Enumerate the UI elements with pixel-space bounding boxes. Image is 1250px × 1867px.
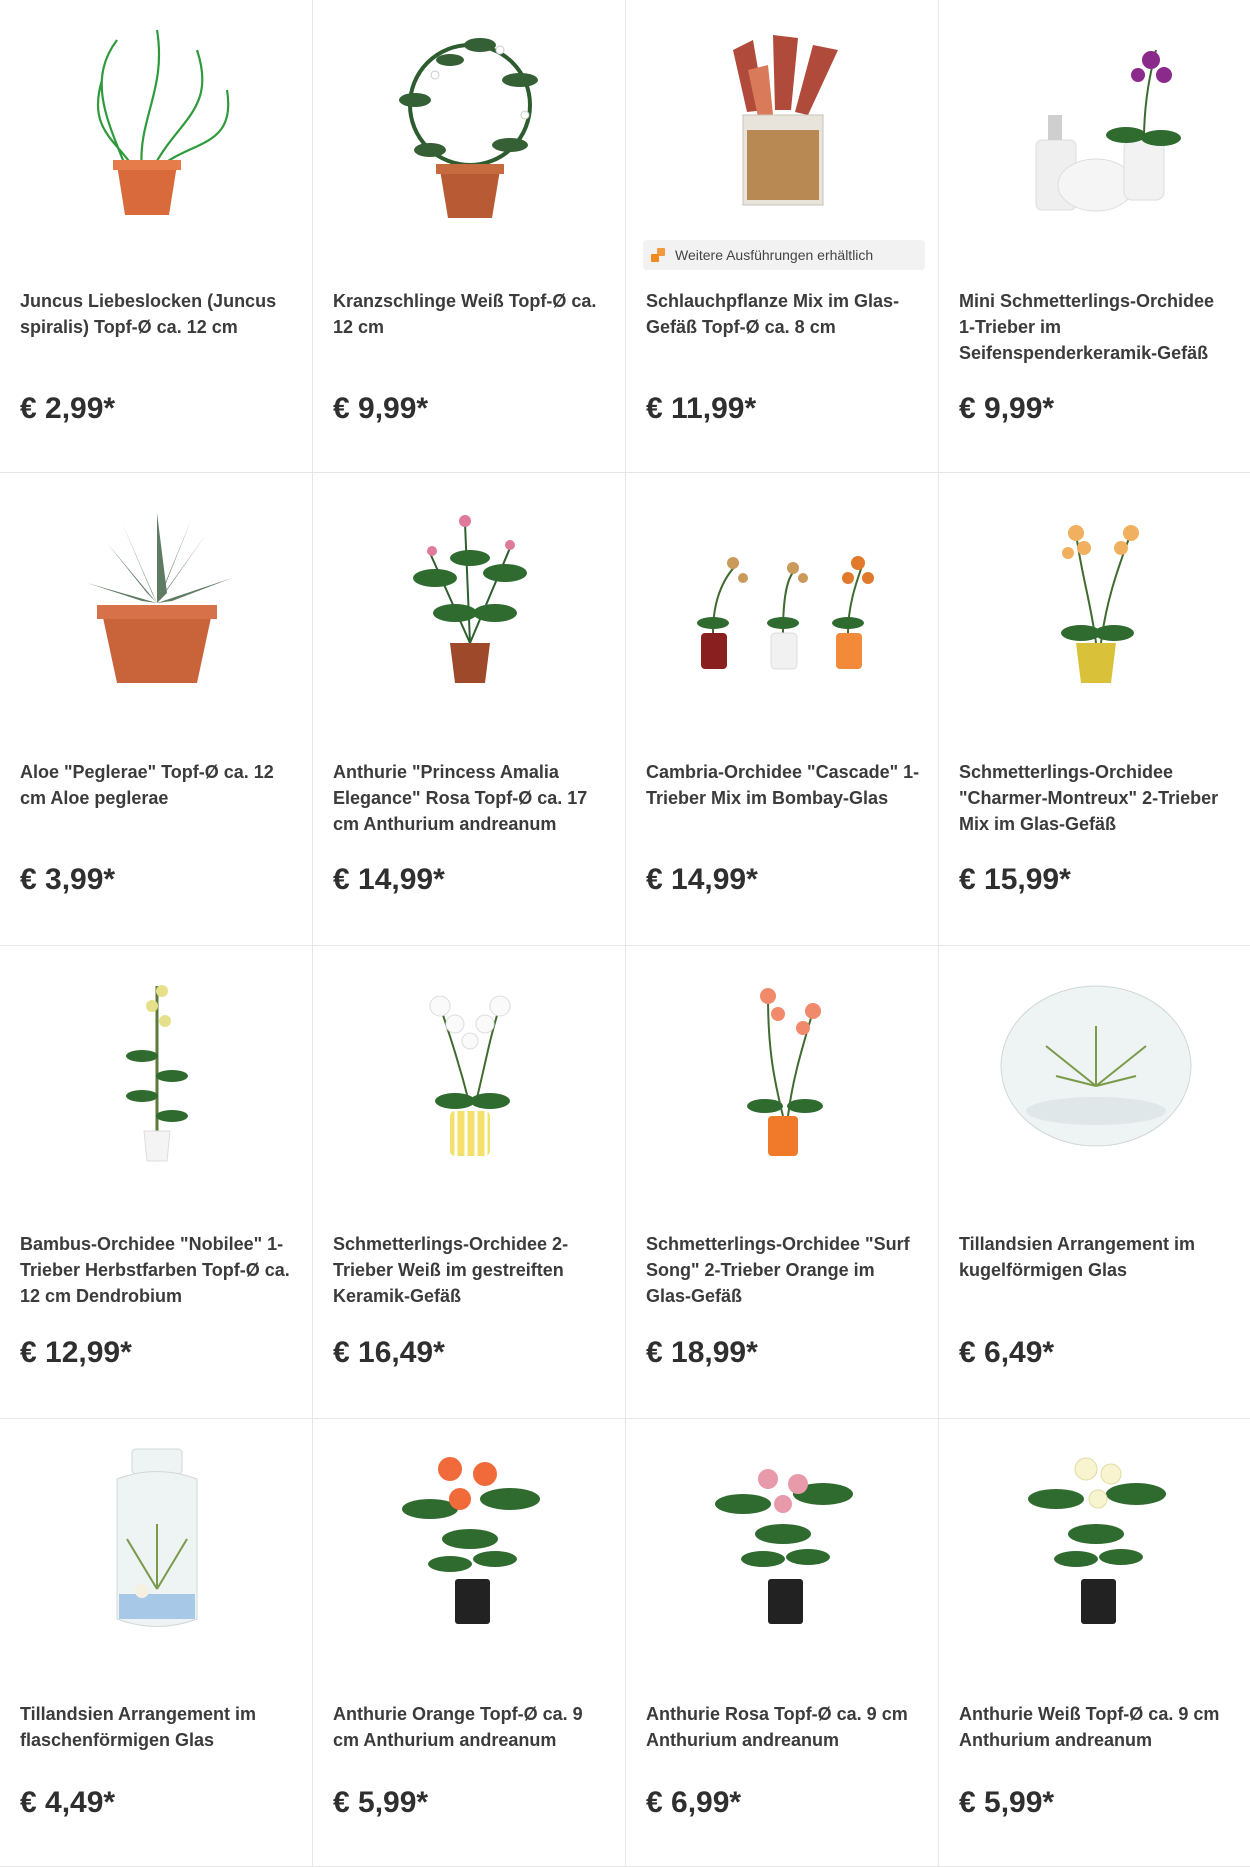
product-title[interactable]: Kranzschlinge Weiß Topf-Ø ca. 12 cm bbox=[333, 291, 597, 337]
anthurium-pink-icon[interactable] bbox=[353, 493, 586, 713]
product-price: € 3,99* bbox=[20, 863, 116, 896]
anthurium-orange-icon[interactable] bbox=[353, 1439, 586, 1659]
cambria-orchid-icon[interactable] bbox=[666, 493, 899, 713]
orchid-soap-dispenser-icon[interactable] bbox=[979, 20, 1212, 240]
product-title[interactable]: Anthurie Weiß Topf-Ø ca. 9 cm Anthurium andreanum bbox=[959, 1704, 1220, 1750]
product-card[interactable] bbox=[939, 946, 1250, 1419]
tillandsia-bowl-icon[interactable] bbox=[979, 966, 1212, 1186]
product-price: € 6,49* bbox=[959, 1336, 1055, 1369]
product-price: € 6,99* bbox=[646, 1786, 742, 1819]
variants-badge[interactable] bbox=[643, 240, 925, 270]
pitcher-plant-icon[interactable] bbox=[666, 20, 899, 240]
product-title[interactable]: Juncus Liebeslocken (Juncus spiralis) Topf-Ø ca. 12 cm bbox=[20, 291, 277, 337]
aloe-plant-icon[interactable] bbox=[40, 493, 273, 713]
product-title[interactable]: Mini Schmetterlings-Orchidee 1-Trieber im Seifenspenderkeramik-Gefäß bbox=[959, 291, 1215, 363]
product-title[interactable]: Aloe "Peglerae" Topf-Ø ca. 12 cm Aloe peglerae bbox=[20, 762, 274, 808]
product-card[interactable] bbox=[313, 946, 626, 1419]
product-price: € 14,99* bbox=[646, 863, 758, 896]
product-price: € 12,99* bbox=[20, 1336, 132, 1369]
product-title[interactable]: Schmetterlings-Orchidee 2-Trieber Weiß im gestreiften Keramik-Gefäß bbox=[333, 1234, 569, 1306]
anthurium-white-icon[interactable] bbox=[979, 1439, 1212, 1659]
product-price: € 5,99* bbox=[959, 1786, 1055, 1819]
product-card[interactable] bbox=[0, 1419, 313, 1867]
product-card[interactable] bbox=[0, 473, 313, 946]
product-title[interactable]: Anthurie "Princess Amalia Elegance" Rosa Topf-Ø ca. 17 cm Anthurium andreanum bbox=[333, 762, 588, 834]
product-card[interactable] bbox=[313, 473, 626, 946]
product-price: € 18,99* bbox=[646, 1336, 758, 1369]
product-title[interactable]: Tillandsien Arrangement im kugelförmigen Glas bbox=[959, 1234, 1196, 1280]
product-title[interactable]: Anthurie Orange Topf-Ø ca. 9 cm Anthurium andreanum bbox=[333, 1704, 583, 1750]
product-price: € 9,99* bbox=[333, 392, 429, 425]
variants-icon bbox=[651, 248, 665, 262]
product-title[interactable]: Anthurie Rosa Topf-Ø ca. 9 cm Anthurium andreanum bbox=[646, 1704, 908, 1750]
anthurium-rosa-icon[interactable] bbox=[666, 1439, 899, 1659]
orchid-yellow-pot-icon[interactable] bbox=[979, 493, 1212, 713]
product-price: € 11,99* bbox=[646, 392, 757, 425]
product-title[interactable]: Schlauchpflanze Mix im Glas-Gefäß Topf-Ø ca. 8 cm bbox=[646, 291, 900, 337]
product-card[interactable] bbox=[939, 473, 1250, 946]
variants-badge-label: Weitere Ausführungen erhältlich bbox=[675, 247, 874, 263]
product-title[interactable]: Tillandsien Arrangement im flaschenförmigen Glas bbox=[20, 1704, 257, 1750]
product-card[interactable] bbox=[313, 0, 626, 473]
dendrobium-icon[interactable] bbox=[40, 966, 273, 1186]
orchid-orange-icon[interactable] bbox=[666, 966, 899, 1186]
product-card[interactable] bbox=[0, 0, 313, 473]
product-card[interactable] bbox=[626, 1419, 939, 1867]
product-card[interactable] bbox=[0, 946, 313, 1419]
product-title[interactable]: Schmetterlings-Orchidee "Charmer-Montreux" 2-Trieber Mix im Glas-Gefäß bbox=[959, 762, 1219, 834]
product-title[interactable]: Bambus-Orchidee "Nobilee" 1-Trieber Herbstfarben Topf-Ø ca. 12 cm Dendrobium bbox=[20, 1234, 290, 1306]
product-price: € 9,99* bbox=[959, 392, 1055, 425]
product-price: € 2,99* bbox=[20, 392, 116, 425]
product-price: € 4,49* bbox=[20, 1786, 116, 1819]
kranzschlinge-plant-icon[interactable] bbox=[353, 20, 586, 240]
product-price: € 5,99* bbox=[333, 1786, 429, 1819]
product-price: € 15,99* bbox=[959, 863, 1071, 896]
product-title[interactable]: Schmetterlings-Orchidee "Surf Song" 2-Trieber Orange im Glas-Gefäß bbox=[646, 1234, 910, 1306]
product-card[interactable] bbox=[939, 0, 1250, 473]
orchid-white-striped-icon[interactable] bbox=[353, 966, 586, 1186]
product-card[interactable] bbox=[939, 1419, 1250, 1867]
product-card[interactable] bbox=[313, 1419, 626, 1867]
product-card[interactable] bbox=[626, 0, 939, 473]
product-title[interactable]: Cambria-Orchidee "Cascade" 1-Trieber Mix im Bombay-Glas bbox=[646, 762, 920, 808]
product-price: € 16,49* bbox=[333, 1336, 445, 1369]
product-price: € 14,99* bbox=[333, 863, 445, 896]
juncus-plant-icon[interactable] bbox=[40, 20, 273, 240]
product-card[interactable] bbox=[626, 946, 939, 1419]
product-card[interactable] bbox=[626, 473, 939, 946]
tillandsia-bottle-icon[interactable] bbox=[40, 1439, 273, 1659]
